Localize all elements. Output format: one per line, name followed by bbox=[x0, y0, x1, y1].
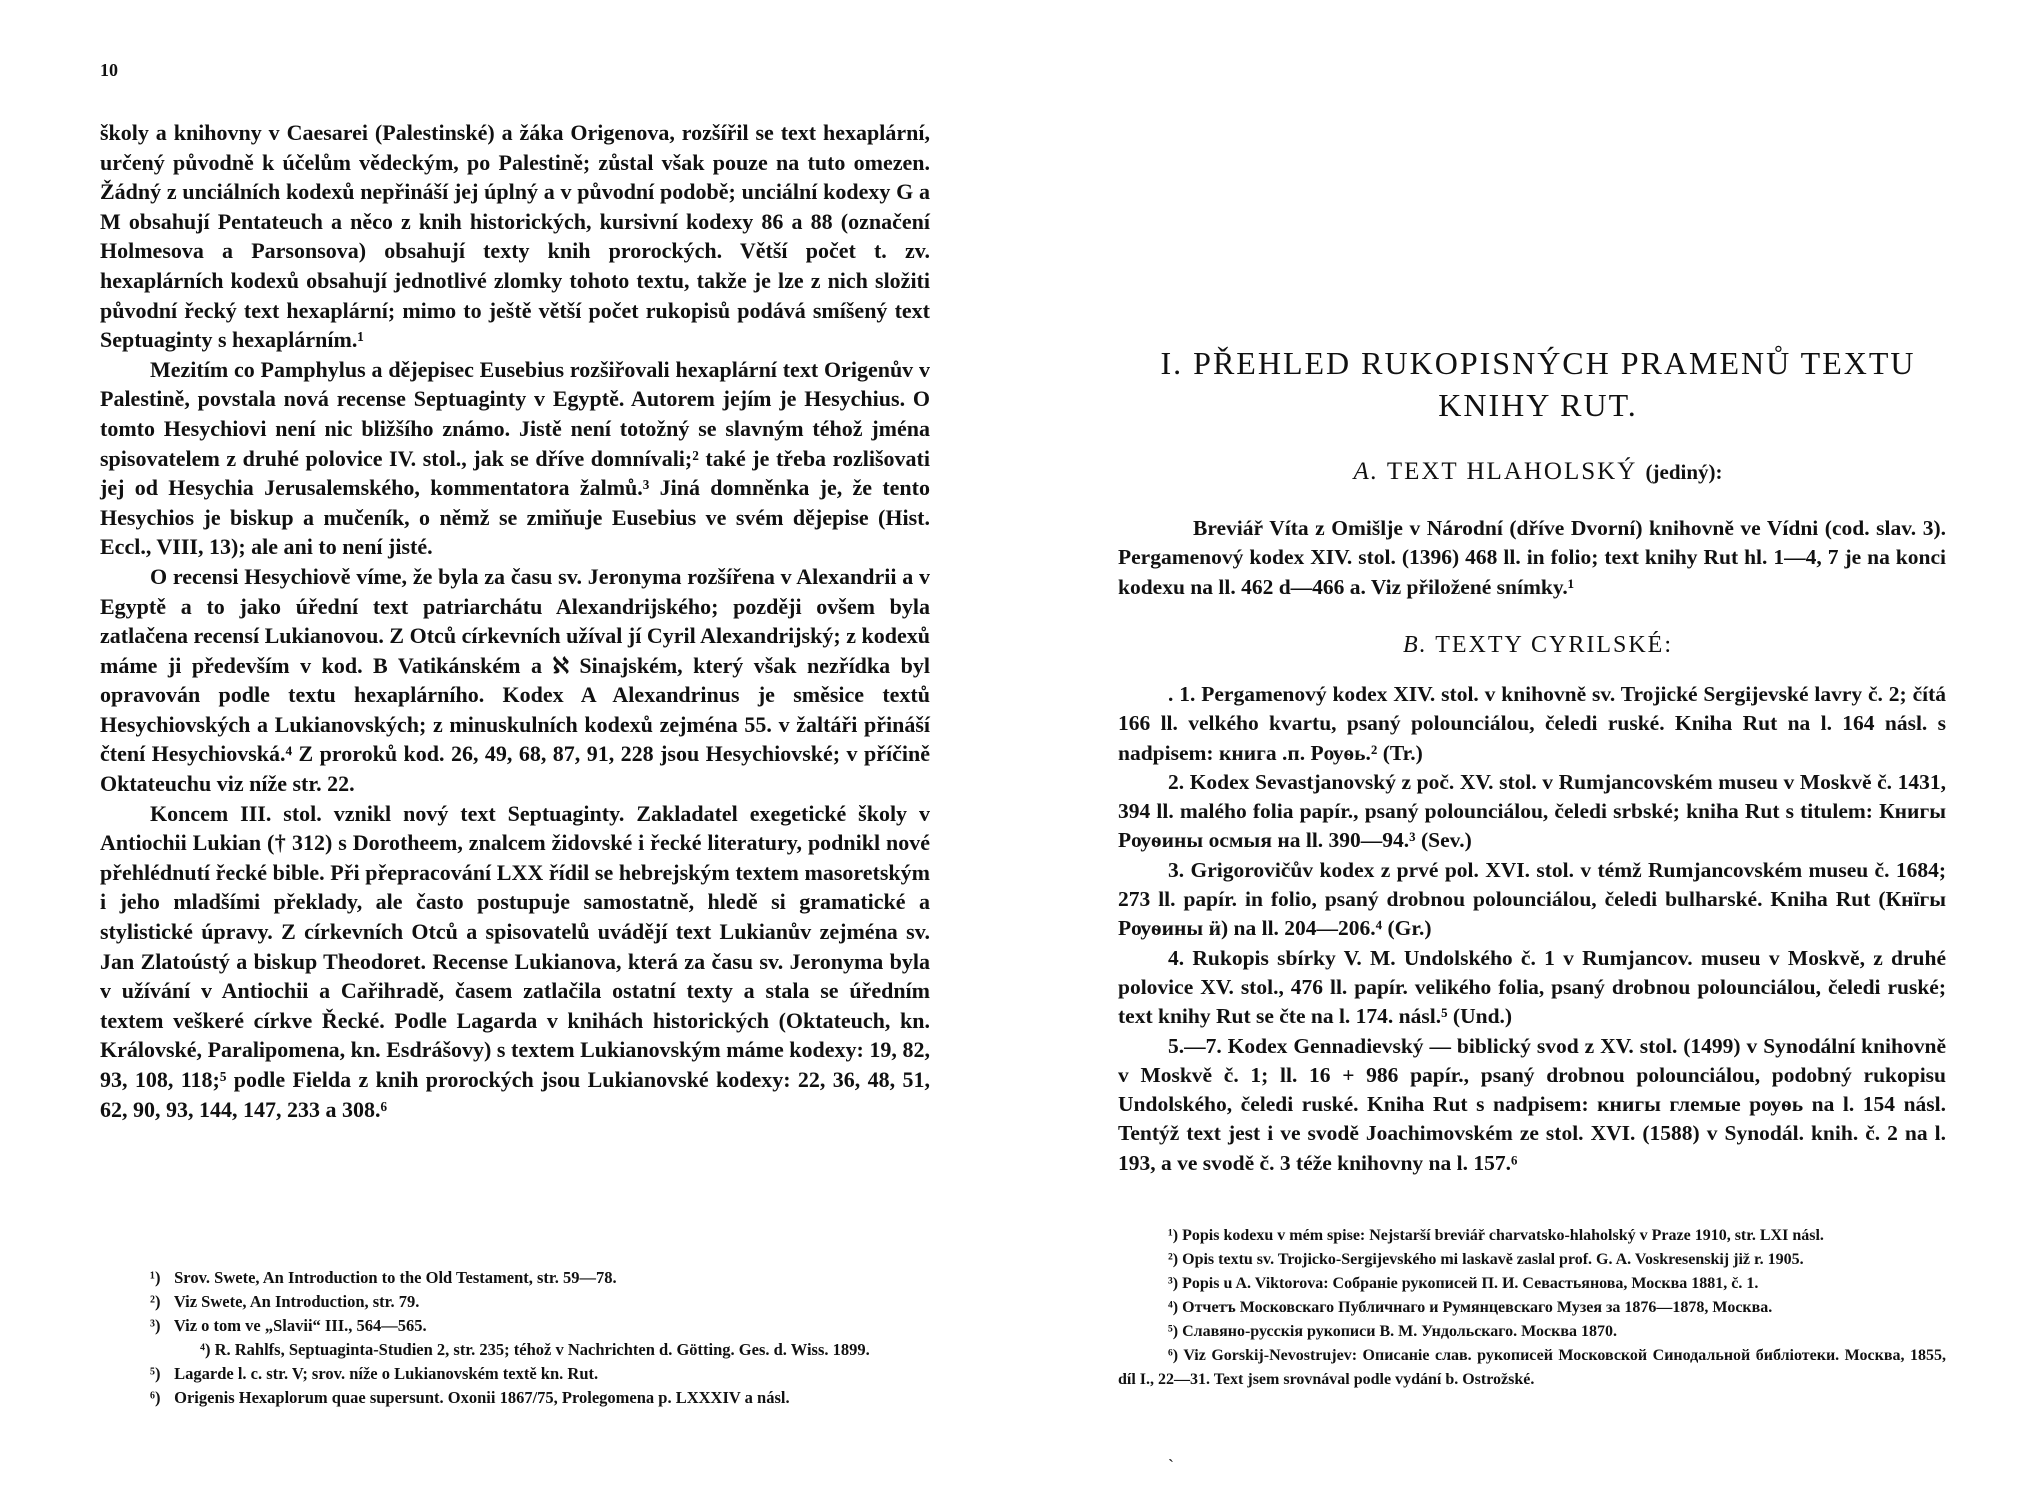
footnote-mark: ⁶) bbox=[1168, 1347, 1179, 1364]
footnote-mark: ³) bbox=[1168, 1275, 1179, 1292]
section-note: (jediný): bbox=[1645, 460, 1723, 484]
footnote-text: Popis u A. Viktorova: Собранiе рукописей П. И. Севастьянова, Москва 1881, č. 1. bbox=[1182, 1275, 1759, 1292]
footnote-mark: ⁵) bbox=[150, 1364, 161, 1383]
footnote-text: Отчетъ Московскаго Публичнаго и Румянцевскаго Музея за 1876—1878, Москва. bbox=[1182, 1299, 1773, 1316]
footnote-text: Opis textu sv. Trojicko-Sergijevského mi laskavě zaslal prof. G. A. Voskresenskij již r. 1905. bbox=[1182, 1251, 1804, 1268]
left-footnotes bbox=[100, 1266, 930, 1410]
footnote bbox=[1118, 1344, 1946, 1392]
chapter-title-line: I. PŘEHLED RUKOPISNÝCH PRAMENŮ TEXTU bbox=[1160, 345, 1916, 381]
list-item: 4. Rukopis sbírky V. M. Undolského č. 1 v Rumjancov. museu v Moskvě, z druhé polovice XV. stol., 476 ll. papír. velikého folia, psaný drobnou polounciálou, čeledi ruské; text knihy Rut se čte na l. 174. násl.⁵ (Und.) bbox=[1118, 945, 1946, 1029]
footnote-mark: ²) bbox=[150, 1292, 161, 1311]
footnote-text: Lagarde l. c. str. V; srov. níže o Lukianovském textě kn. Rut. bbox=[174, 1364, 599, 1383]
footnote-mark: ⁵) bbox=[1168, 1323, 1179, 1340]
paragraph: Koncem III. stol. vznikl nový text Septuaginty. Zakladatel exegetické školy v Antiochii Lukian († 312) s Dorotheem, znalcem židovské i řecké literatury, podnikl nové přehlédnutí řecké bible. Při přepracování LXX řídil se hebrejským textem masoretským i jeho mladšími překlady, ale často postupuje samostatně, hledě si gramatické a stylistické úpravy. Z církevních Otců a spisovatelů uvádějí text Lukianův zejména sv. Jan Zlatoústý a biskup Theodoret. Recense Lukianova, která za času sv. Jeronyma byla v užívání v Antiochii a Cařihradě, časem zatlačila ostatní texty a stala se úředním textem veškeré církve Řecké. Podle Lagarda v knihách historických (Oktateuch, kn. Královské, Paralipomena, kn. Esdrášovy) s textem Lukianovským máme kodexy: 19, 82, 93, 108, 118;⁵ podle Fielda z knih prorockých jsou Lukianovské kodexy: 22, 36, 48, 51, 62, 90, 93, 144, 147, 233 a 308.⁶ bbox=[100, 800, 930, 1122]
footnote-text: Srov. Swete, An Introduction to the Old Testament, str. 59—78. bbox=[174, 1268, 617, 1287]
section-b-heading bbox=[1108, 632, 1968, 659]
footnote-mark: ¹) bbox=[150, 1268, 161, 1287]
footnote bbox=[100, 1266, 930, 1290]
footnote-mark: ²) bbox=[1168, 1251, 1179, 1268]
footnote bbox=[100, 1386, 930, 1410]
stray-mark: ` bbox=[1168, 1456, 1174, 1476]
footnote-text: Viz Swete, An Introduction, str. 79. bbox=[173, 1292, 420, 1311]
footnote bbox=[100, 1290, 930, 1314]
footnote bbox=[100, 1362, 930, 1386]
footnote bbox=[100, 1338, 930, 1362]
footnote bbox=[1118, 1296, 1946, 1320]
paragraph: O recensi Hesychiově víme, že byla za času sv. Jeronyma rozšířena v Alexandrii a v Egyptě a to jako úřední text patriarchátu Alexandrijského; později ovšem byla zatlačena recensí Lukianovou. Z Otců církevních užíval jí Cyril Alexandrijský; z kodexů máme ji především v kod. B Vatikánském a ℵ Sinajském, který však nezřídka byl opravován podle textu hexaplárního. Kodex A Alexandrinus je směsice textů Hesychiovských a Lukianovských; z minuskulních kodexů zejména 55. v žaltáři přináší čtení Hesychiovská.⁴ Z proroků kod. 26, 49, 68, 87, 91, 228 jsou Hesychiovské; v příčině Oktateuchu viz níže str. 22. bbox=[100, 563, 930, 797]
list-item: 3. Grigorovičův kodex z prvé pol. XVI. stol. v témž Rumjancovském museu č. 1684; 273 ll. papír. in folio, psaný drobnou polounciálou, čeledi bulharské. Kniha Rut (Кнїгы Рѹѳины ӥ) na ll. 204—206.⁴ (Gr.) bbox=[1118, 857, 1946, 941]
section-title: TEXTY CYRILSKÉ: bbox=[1435, 632, 1673, 658]
chapter-title-line: KNIHY RUT. bbox=[1438, 387, 1638, 423]
section-b-list bbox=[1118, 680, 1946, 1178]
section-letter: B. bbox=[1402, 632, 1428, 658]
right-footnotes bbox=[1118, 1224, 1946, 1392]
left-body-text bbox=[100, 118, 930, 1124]
section-letter: A. bbox=[1353, 458, 1380, 485]
footnote bbox=[1118, 1320, 1946, 1344]
footnote-text: Viz Gorskij-Nevostrujev: Описанie слав. рукописей Московской Синодальной библiотеки. Москва, 1855, díl I., 22—31. Text jsem srovnával podle vydání b. Ostrožské. bbox=[1118, 1347, 1946, 1388]
footnote-mark: ⁴) bbox=[200, 1340, 211, 1359]
footnote-text: Славяно-русскiя рукописи В. М. Ундольскаго. Москва 1870. bbox=[1182, 1323, 1617, 1340]
footnote-text: Popis kodexu v mém spise: Nejstarší breviář charvatsko-hlaholský v Praze 1910, str. LXI násl. bbox=[1182, 1227, 1824, 1244]
footnote bbox=[1118, 1248, 1946, 1272]
list-item: 5.—7. Kodex Gennadievský — biblický svod z XV. stol. (1499) v Synodální knihovně v Moskvě č. 1; ll. 16 + 986 papír., psaný drobnou polounciálou, podobný rukopisu Undolského, čeledi ruské. Kniha Rut s nadpisem: книгы глемые рѹѳь na l. 154 násl. Tentýž text jest i ve svodě Joachimovském ze stol. XVI. (1588) v Synodál. knih. č. 2 na l. 193, a ve svodě č. 3 téže knihovny na l. 157.⁶ bbox=[1118, 1033, 1946, 1175]
paragraph: Mezitím co Pamphylus a dějepisec Eusebius rozšiřovali hexaplární text Origenův v Palestině, povstala nová recense Septuaginty v Egyptě. Autorem jejím je Hesychius. O tomto Hesychiovi není nic bližšího známo. Jistě není totožný se slavným téhož jména spisovatelem z druhé polovice IV. stol., jak se dříve domnívali;² také je třeba rozlišovati jej od Hesychia Jerusalemského, kommentatora žalmů.³ Jiná domněnka je, že tento Hesychios je biskup a mučeník, o němž se zmiňuje Eusebius ve svém dějepise (Hist. Eccl., VIII, 13); ale ani to není jisté. bbox=[100, 356, 930, 560]
paragraph: školy a knihovny v Caesarei (Palestinské) a žáka Origenova, rozšířil se text hexaplární, určený původně k účelům vědeckým, po Palestině; zůstal však pouze na tuto omezen. Žádný z unciálních kodexů nepřináší jej úplný a v původní podobě; unciální kodexy G a M obsahují Pentateuch a něco z knih historických, kursivní kodexy 86 a 88 (označení Holmesova a Parsonsova) obsahují texty knih prorockých. Větší počet t. zv. hexaplárních kodexů obsahují jednotlivé zlomky tohoto textu, takže je lze z nich složiti původní řecký text hexaplární; mimo to ještě větší počet rukopisů podává smíšený text Septuaginty s hexaplárním.¹ bbox=[100, 120, 930, 353]
section-title: TEXT HLAHOLSKÝ bbox=[1386, 458, 1638, 485]
footnote-text: Viz o tom ve „Slavii“ III., 564—565. bbox=[173, 1316, 427, 1335]
footnote bbox=[1118, 1272, 1946, 1296]
list-item: 2. Kodex Sevastjanovský z poč. XV. stol. v Rumjancovském museu v Moskvě č. 1431, 394 ll. malého folia papír., psaný polounciálou, čeledi srbské; kniha Rut s titulem: Книгы Рѹѳины осмыя на ll. 390—94.³ (Sev.) bbox=[1118, 769, 1946, 853]
footnote-text: R. Rahlfs, Septuaginta-Studien 2, str. 235; téhož v Nachrichten d. Götting. Ges. d. Wiss. 1899. bbox=[214, 1340, 870, 1359]
section-a-body bbox=[1118, 514, 1946, 602]
footnote bbox=[1118, 1224, 1946, 1248]
list-item: . 1. Pergamenový kodex XIV. stol. v knihovně sv. Trojické Sergijevské lavry č. 2; čítá 166 ll. velkého kvartu, psaný polounciálou, čeledi ruské. Kniha Rut na l. 164 násl. s nadpisem: книга .п. Рѹѳь.² (Tr.) bbox=[1118, 682, 1946, 765]
footnote-mark: ⁶) bbox=[150, 1388, 161, 1407]
right-page bbox=[1018, 0, 2036, 1500]
paragraph: Breviář Víta z Omišlje v Národní (dříve Dvorní) knihovně ve Vídni (cod. slav. 3). Pergamenový kodex XIV. stol. (1396) 468 ll. in folio; text knihy Rut hl. 1—4, 7 je na konci kodexu na ll. 462 d—466 a. Viz přiložené snímky.¹ bbox=[1118, 516, 1946, 599]
chapter-title bbox=[1108, 342, 1968, 426]
footnote-mark: ⁴) bbox=[1168, 1299, 1179, 1316]
page-number: 10 bbox=[100, 60, 118, 80]
footnote-text: Origenis Hexaplorum quae supersunt. Oxonii 1867/75, Prolegomena p. LXXXIV a násl. bbox=[174, 1388, 790, 1407]
section-a-heading bbox=[1108, 458, 1968, 486]
footnote-mark: ³) bbox=[150, 1316, 161, 1335]
footnote bbox=[100, 1314, 930, 1338]
footnote-mark: ¹) bbox=[1168, 1227, 1179, 1244]
